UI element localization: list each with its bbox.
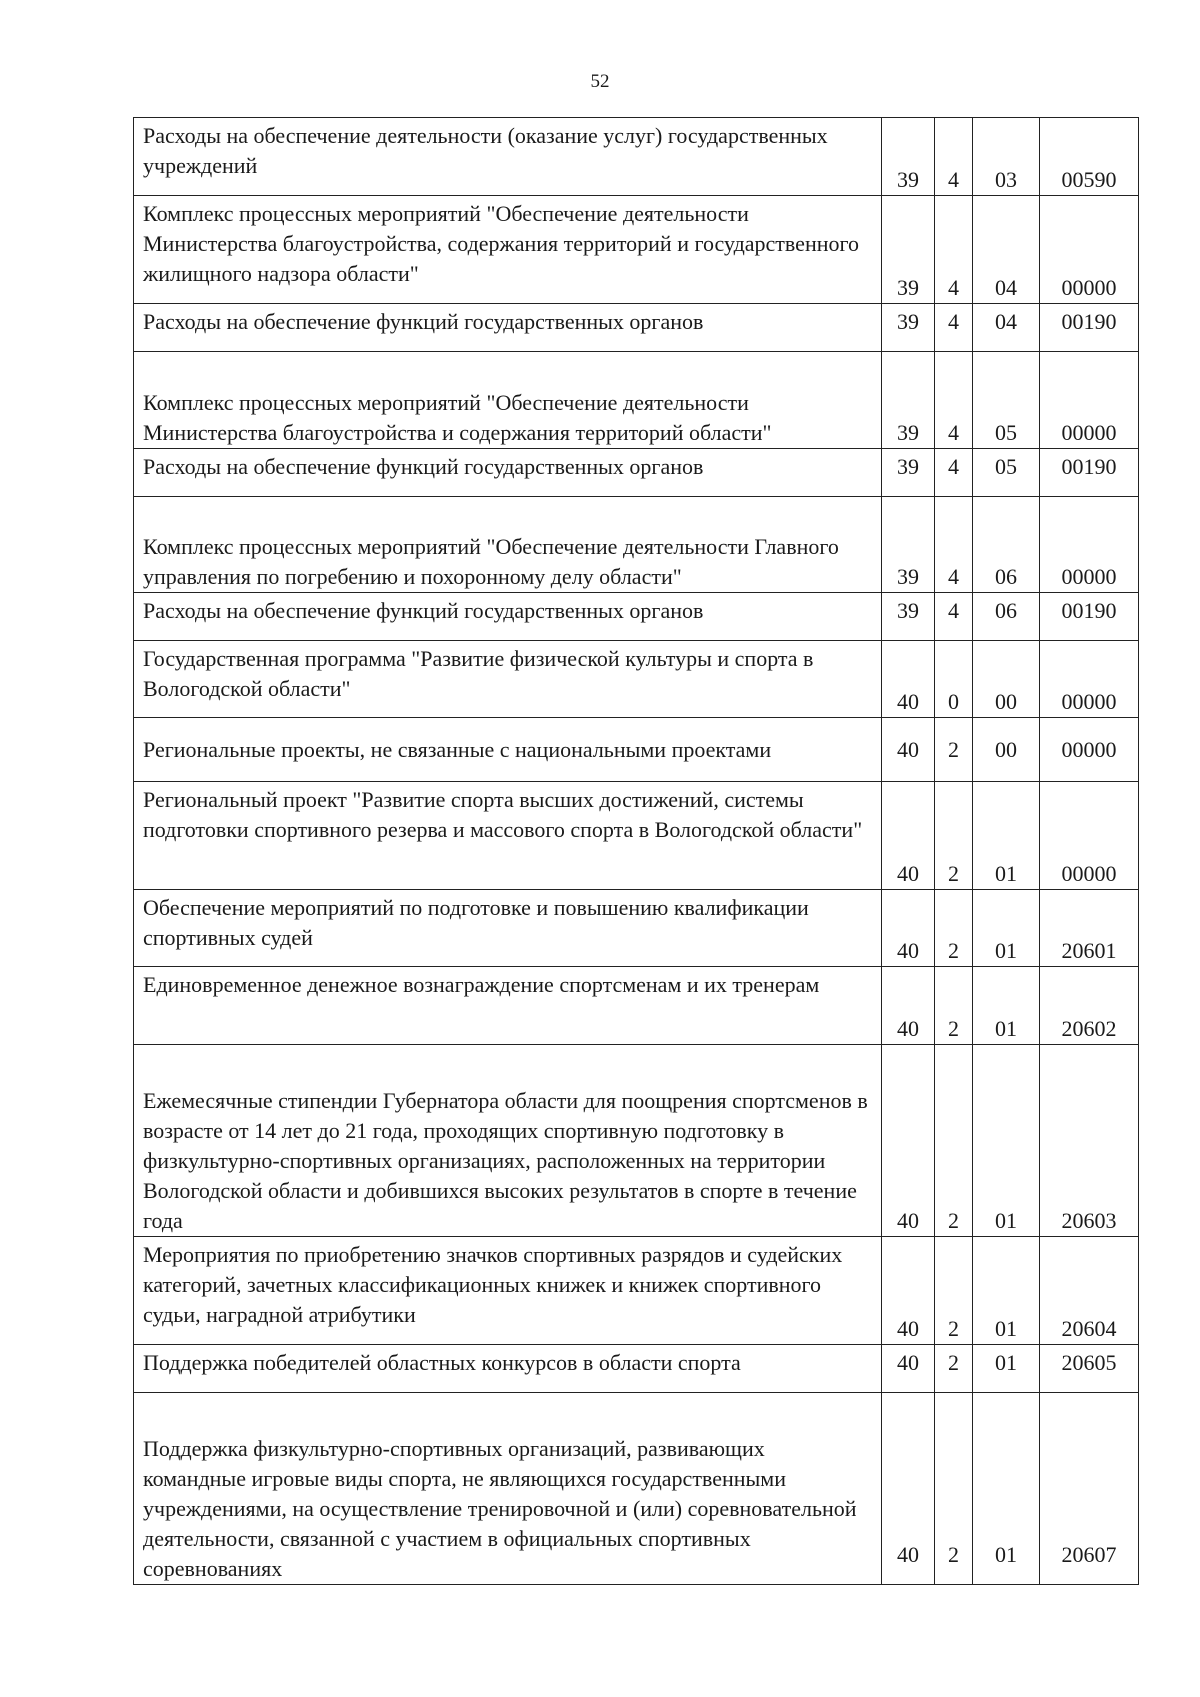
- code-cell: 00000: [1040, 782, 1139, 890]
- code-cell: 39: [882, 449, 935, 497]
- table-row: [134, 593, 1139, 641]
- code-cell: 2: [935, 967, 973, 1045]
- expense-name-cell: Комплекс процессных мероприятий "Обеспечение деятельности Министерства благоустройства, содержания территорий и государственного жилищного надзора области": [134, 196, 882, 304]
- code-cell: 39: [882, 593, 935, 641]
- code-cell: 2: [935, 1345, 973, 1393]
- code-cell: 03: [973, 118, 1040, 196]
- table-row: [134, 1045, 1139, 1237]
- code-cell: 4: [935, 118, 973, 196]
- code-cell: 40: [882, 641, 935, 718]
- code-cell: 00: [973, 718, 1040, 782]
- code-cell: 20605: [1040, 1345, 1139, 1393]
- expense-name-cell: Единовременное денежное вознаграждение спортсменам и их тренерам: [134, 967, 882, 1045]
- code-cell: 20603: [1040, 1045, 1139, 1237]
- table-row: [134, 1345, 1139, 1393]
- code-cell: 00590: [1040, 118, 1139, 196]
- expense-name-cell: Расходы на обеспечение функций государственных органов: [134, 593, 882, 641]
- expense-name-cell: Региональный проект "Развитие спорта высших достижений, системы подготовки спортивного резерва и массового спорта в Вологодской области": [134, 782, 882, 890]
- expense-name-cell: Поддержка победителей областных конкурсов в области спорта: [134, 1345, 882, 1393]
- expense-name-cell: Поддержка физкультурно-спортивных организаций, развивающих командные игровые виды спорта, не являющихся государственными учреждениями, на осуществление тренировочной и (или) соревновательной деятельности, связанной с участием в официальных спортивных соревнованиях: [134, 1393, 882, 1585]
- code-cell: 01: [973, 782, 1040, 890]
- code-cell: 00190: [1040, 449, 1139, 497]
- code-cell: 2: [935, 718, 973, 782]
- code-cell: 20604: [1040, 1237, 1139, 1345]
- table-row: [134, 196, 1139, 304]
- table-row: [134, 304, 1139, 352]
- code-cell: 05: [973, 449, 1040, 497]
- code-cell: 01: [973, 1045, 1040, 1237]
- table-row: [134, 497, 1139, 593]
- table-row: [134, 967, 1139, 1045]
- table-row: [134, 718, 1139, 782]
- table-row: [134, 1393, 1139, 1585]
- table-row: [134, 449, 1139, 497]
- code-cell: 40: [882, 1345, 935, 1393]
- code-cell: 40: [882, 890, 935, 967]
- code-cell: 4: [935, 449, 973, 497]
- expense-name-cell: Комплекс процессных мероприятий "Обеспечение деятельности Министерства благоустройства и содержания территорий области": [134, 352, 882, 449]
- code-cell: 40: [882, 1393, 935, 1585]
- code-cell: 00: [973, 641, 1040, 718]
- code-cell: 04: [973, 196, 1040, 304]
- code-cell: 2: [935, 782, 973, 890]
- code-cell: 05: [973, 352, 1040, 449]
- expense-name-cell: Расходы на обеспечение деятельности (оказание услуг) государственных учреждений: [134, 118, 882, 196]
- code-cell: 20601: [1040, 890, 1139, 967]
- code-cell: 2: [935, 1393, 973, 1585]
- code-cell: 00000: [1040, 718, 1139, 782]
- code-cell: 4: [935, 304, 973, 352]
- code-cell: 39: [882, 304, 935, 352]
- code-cell: 4: [935, 196, 973, 304]
- expense-name-cell: Расходы на обеспечение функций государственных органов: [134, 304, 882, 352]
- expense-name-cell: Расходы на обеспечение функций государственных органов: [134, 449, 882, 497]
- code-cell: 00000: [1040, 641, 1139, 718]
- code-cell: 40: [882, 1237, 935, 1345]
- table-row: [134, 890, 1139, 967]
- code-cell: 00000: [1040, 497, 1139, 593]
- page-number: 52: [590, 71, 610, 92]
- code-cell: 01: [973, 1393, 1040, 1585]
- code-cell: 06: [973, 497, 1040, 593]
- code-cell: 4: [935, 593, 973, 641]
- expense-name-cell: Государственная программа "Развитие физической культуры и спорта в Вологодской области": [134, 641, 882, 718]
- code-cell: 01: [973, 890, 1040, 967]
- code-cell: 04: [973, 304, 1040, 352]
- code-cell: 40: [882, 782, 935, 890]
- budget-classification-table: [133, 117, 1139, 1585]
- table-row: [134, 352, 1139, 449]
- code-cell: 39: [882, 352, 935, 449]
- expense-name-cell: Мероприятия по приобретению значков спортивных разрядов и судейских категорий, зачетных классификационных книжек и книжек спортивного судьи, наградной атрибутики: [134, 1237, 882, 1345]
- table-row: [134, 782, 1139, 890]
- code-cell: 40: [882, 718, 935, 782]
- code-cell: 01: [973, 1345, 1040, 1393]
- code-cell: 01: [973, 1237, 1040, 1345]
- code-cell: 40: [882, 1045, 935, 1237]
- code-cell: 2: [935, 1045, 973, 1237]
- code-cell: 39: [882, 196, 935, 304]
- expense-name-cell: Региональные проекты, не связанные с национальными проектами: [134, 718, 882, 782]
- table-row: [134, 1237, 1139, 1345]
- code-cell: 20602: [1040, 967, 1139, 1045]
- code-cell: 00000: [1040, 352, 1139, 449]
- code-cell: 39: [882, 497, 935, 593]
- code-cell: 01: [973, 967, 1040, 1045]
- code-cell: 40: [882, 967, 935, 1045]
- expense-name-cell: Обеспечение мероприятий по подготовке и повышению квалификации спортивных судей: [134, 890, 882, 967]
- code-cell: 00000: [1040, 196, 1139, 304]
- table-row: [134, 118, 1139, 196]
- code-cell: 06: [973, 593, 1040, 641]
- expense-name-cell: Ежемесячные стипендии Губернатора области для поощрения спортсменов в возрасте от 14 лет до 21 года, проходящих спортивную подготовку в физкультурно-спортивных организациях, расположенных на территории Вологодской области и добившихся высоких результатов в спорте в течение года: [134, 1045, 882, 1237]
- expense-name-cell: Комплекс процессных мероприятий "Обеспечение деятельности Главного управления по погребению и похоронному делу области": [134, 497, 882, 593]
- table-row: [134, 641, 1139, 718]
- code-cell: 2: [935, 890, 973, 967]
- code-cell: 20607: [1040, 1393, 1139, 1585]
- code-cell: 4: [935, 352, 973, 449]
- code-cell: 2: [935, 1237, 973, 1345]
- code-cell: 39: [882, 118, 935, 196]
- code-cell: 4: [935, 497, 973, 593]
- code-cell: 00190: [1040, 304, 1139, 352]
- code-cell: 0: [935, 641, 973, 718]
- code-cell: 00190: [1040, 593, 1139, 641]
